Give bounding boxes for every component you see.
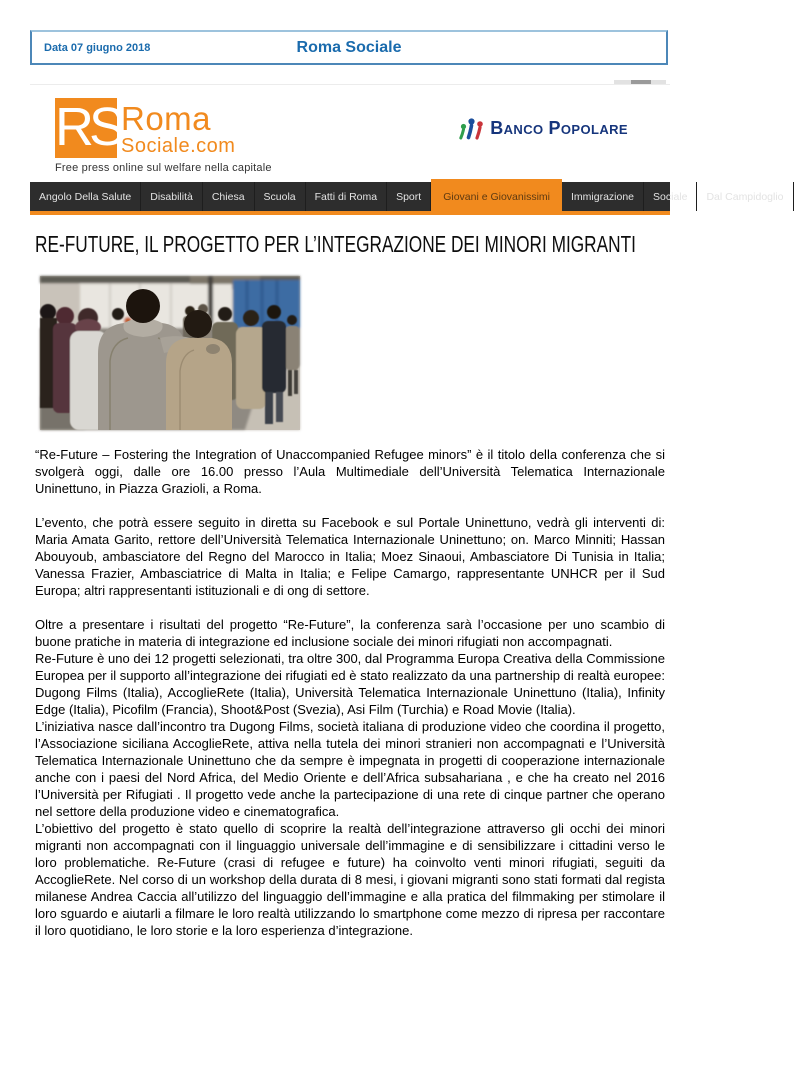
banco-popolare-people-icon [459,117,486,140]
banco-popolare-wordmark: Banco Popolare [490,118,628,138]
nav-item-sociale[interactable]: Sociale [644,182,697,211]
nav-item-fatti-di-roma[interactable]: Fatti di Roma [306,182,387,211]
article-photo [40,276,300,430]
print-header [30,30,668,65]
print-date: Data 07 giugno 2018 [44,41,151,54]
article-paragraph: Oltre a presentare i risultati del progetto “Re-Future”, la conferenza sarà l’occasione per uno scambio di buone pratiche in materia di integrazione ed inclusione sociale dei minori rifugiati non accompagnati. [35,617,665,649]
site-logo[interactable] [55,98,272,176]
logo-name-line1: Roma [121,100,212,137]
nav-item-sport[interactable]: Sport [387,182,431,211]
print-header-title: Roma Sociale [296,38,402,56]
main-navigation [30,182,784,215]
site-masthead [30,85,670,182]
article-body [35,446,665,939]
nav-item-scuola[interactable]: Scuola [255,182,306,211]
webpage-capture [30,84,784,939]
article-paragraph: L’evento, che potrà essere seguito in diretta su Facebook e sul Portale Uninettuno, vedrà gli interventi di: Maria Amata Garito, rettore dell’Università Telematica Internazionale Uninettuno; on. Marco Minniti; Hassan Abouyoub, ambasciatore del Regno del Marocco in Italia; Moez Sinaoui, Ambasciatore Di Tunisia in Italia; Vanessa Frazier, Ambasciatrice di Malta in Italia; e Felipe Camargo, rappresentante UNHCR per il Sud Europa; altri rappresentanti istituzionali e di ong di settore. [35,515,665,598]
logo-rs-badge: RS [55,97,121,157]
nav-item-giovani-e-giovanissimi[interactable]: Giovani e Giovanissimi [431,179,562,215]
logo-name-line2: Sociale.com [121,135,236,157]
banco-popolare-logo[interactable] [459,117,628,140]
nav-item-immigrazione[interactable]: Immigrazione [562,182,644,211]
nav-item-angolo-della-salute[interactable]: Angolo Della Salute [30,182,141,211]
article-paragraph: Re-Future è uno dei 12 progetti selezionati, tra oltre 300, dal Programma Europa Creativa della Commissione Europea per il supporto all’integrazione dei rifugiati ed è stato realizzato da una partnership di realtà europee: Dugong Films (Italia), AccoglieRete (Italia), Università Telematica Internazionale Uninettuno (Italia), Infinity Edge (Italia), Picofilm (Francia), Shoot&Post (Svezia), Asi Film (Turchia) e Road Movie (Italia). [35,651,665,717]
article-paragraph: L’iniziativa nasce dall’incontro tra Dugong Films, società italiana di produzione video che coordina il progetto, l’Associazione siciliana AccoglieRete, attiva nella tutela dei minori stranieri non accompagnati e l’Università Telematica Internazionale Uninettuno che da sempre è impegnata in progetti di cooperazione internazionale anche con i paesi del Nord Africa, del Medio Oriente e dell’Africa subsahariana , e che ha creato nel 2016 l’Università per Rifugiati . Il progetto vede anche la partecipazione di una rete di cinque partner che operano nel settore della produzione video e cinematografica. [35,719,665,819]
article-paragraph: L’obiettivo del progetto è stato quello di scoprire la realtà dell’integrazione attraverso gli occhi dei minori migranti non accompagnati con il linguaggio universale dell’immagine e di sensibilizzare i cittadini verso le loro problematiche. Re-Future (crasi di refugee e future) ha coinvolto venti minori rifugiati, seguiti da AccoglieRete. Nel corso di un workshop della durata di 8 mesi, i giovani migranti sono stati formati dal regista milanese Andrea Caccia all’utilizzo del linguaggio dell’immagine e alla pratica del filmmaking per stimolare il loro sguardo e aiutarli a filmare le loro realtà utilizzando lo smartphone come mezzo di ripresa per raccontare il loro quotidiano, le loro storie e la loro esperienza d’integrazione. [35,821,665,938]
article-paragraph: “Re-Future – Fostering the Integration of Unaccompanied Refugee minors” è il titolo della conferenza che si svolgerà oggi, dalle ore 16.00 presso l’Aula Multimediale dell’Università Telematica Internazionale Uninettuno, in Piazza Grazioli, a Roma. [35,447,665,496]
logo-tagline: Free press online sul welfare nella capitale [55,162,272,174]
migrants-crowd-illustration [40,276,300,430]
nav-item-disabilita[interactable]: Disabilità [141,182,203,211]
nav-item-dal-campidoglio[interactable]: Dal Campidoglio [697,182,793,211]
article-title: RE-FUTURE, IL PROGETTO PER L’INTEGRAZIONE DEI MINORI MIGRANTI [35,231,636,257]
nav-item-chiesa[interactable]: Chiesa [203,182,255,211]
